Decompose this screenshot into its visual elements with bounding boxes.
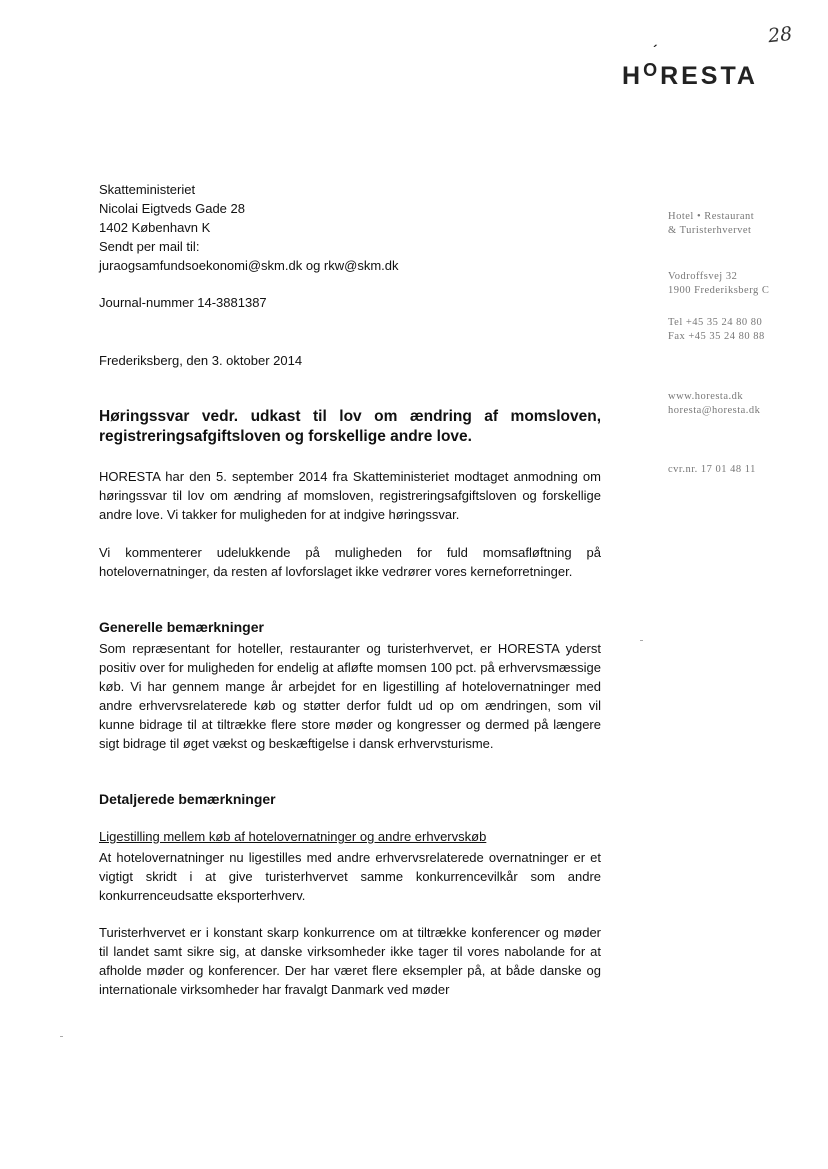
- sidebar-online: [668, 390, 760, 418]
- sidebar-phone: [668, 316, 765, 344]
- sidebar-tel: Tel +45 35 24 80 80: [668, 317, 763, 328]
- journal-number: Journal-nummer 14-3881387: [99, 295, 267, 310]
- logo-letter-h: H: [622, 62, 644, 90]
- sidebar-fax: Fax +45 35 24 80 88: [668, 331, 765, 342]
- horesta-logo: [622, 42, 758, 91]
- recipient-address: [99, 180, 399, 275]
- handwritten-page-number: 28: [766, 22, 794, 48]
- sidebar-web: www.horesta.dk: [668, 391, 744, 402]
- sidebar-org-line1: Hotel • Restaurant: [668, 211, 755, 222]
- logo-letters-resta: RESTA: [660, 62, 758, 90]
- heading-detailed: Detaljerede bemærkninger: [99, 791, 276, 807]
- paragraph-scope: Vi kommenterer udelukkende på muligheden for fuld momsafløftning på hotelovernatninger, da resten af lovforslaget ikke vedrører vores kerneforretninger.: [99, 545, 601, 579]
- sidebar-cvr: cvr.nr. 17 01 48 11: [668, 464, 756, 475]
- sidebar-address-line1: Vodroffsvej 32: [668, 271, 738, 282]
- paragraph-general: Som repræsentant for hoteller, restauranter og turisterhvervet, er HORESTA yderst positiv over for muligheden for endelig at afløfte momsen 100 pct. på erhvervsmæssige køb. Vi har gennem mange år arbejdet for en ligestilling af hotelovernatninger med andre erhvervsrelaterede køb og støtter derfor fuldt ud op om ændringen, som vil kunne bidrage til at tiltrække flere store møder og kongresser og dermed på længere sigt bidrage til øget vækst og beskæftigelse i dansk erhvervsturisme.: [99, 641, 601, 751]
- recipient-line2: Nicolai Eigtveds Gade 28: [99, 201, 245, 216]
- logo-accent-mark: ´: [653, 42, 661, 58]
- recipient-line3: 1402 København K: [99, 220, 211, 235]
- letter-subject: Høringssvar vedr. udkast til lov om ændring af momsloven, registreringsafgiftsloven og forskellige andre love.: [99, 408, 601, 445]
- subheading-equality: Ligestilling mellem køb af hotelovernatninger og andre erhvervskøb: [99, 829, 487, 844]
- recipient-line4: Sendt per mail til:: [99, 239, 200, 254]
- sidebar-org: [668, 210, 754, 238]
- scan-speck: [640, 640, 643, 641]
- scan-speck: [60, 1036, 63, 1037]
- paragraph-intro: HORESTA har den 5. september 2014 fra Skatteministeriet modtaget anmodning om høringssvar til lov om ændring af momsloven, registreringsafgiftsloven og forskellige andre love. Vi takker for muligheden for at indgive høringssvar.: [99, 469, 601, 522]
- heading-general: Generelle bemærkninger: [99, 619, 264, 635]
- paragraph-equality: At hotelovernatninger nu ligestilles med andre erhvervsrelaterede overnatninger er et vigtigt skridt i at give turisterhvervet samme konkurrencevilkår som andre konkurrenceudsatte eksporterhverv.: [99, 850, 601, 903]
- sidebar-org-line2: & Turisterhvervet: [668, 225, 752, 236]
- recipient-line5: juraogsamfundsoekonomi@skm.dk og rkw@skm.dk: [99, 258, 399, 273]
- sidebar-address: [668, 270, 769, 298]
- letter-date: Frederiksberg, den 3. oktober 2014: [99, 353, 303, 368]
- logo-letter-o: O: [643, 60, 661, 80]
- paragraph-competition: Turisterhvervet er i konstant skarp konkurrence om at tiltrække konferencer og møder til landet samt sikre sig, at danske virksomheder ikke tager til vores nabolande for at afholde møder og konferencer. Der har været flere eksempler på, at både danske og internationale virksomheder har fravalgt Danmark ved møder: [99, 925, 601, 997]
- sidebar-address-line2: 1900 Frederiksberg C: [668, 285, 770, 296]
- sidebar-email: horesta@horesta.dk: [668, 405, 761, 416]
- recipient-line1: Skatteministeriet: [99, 182, 196, 197]
